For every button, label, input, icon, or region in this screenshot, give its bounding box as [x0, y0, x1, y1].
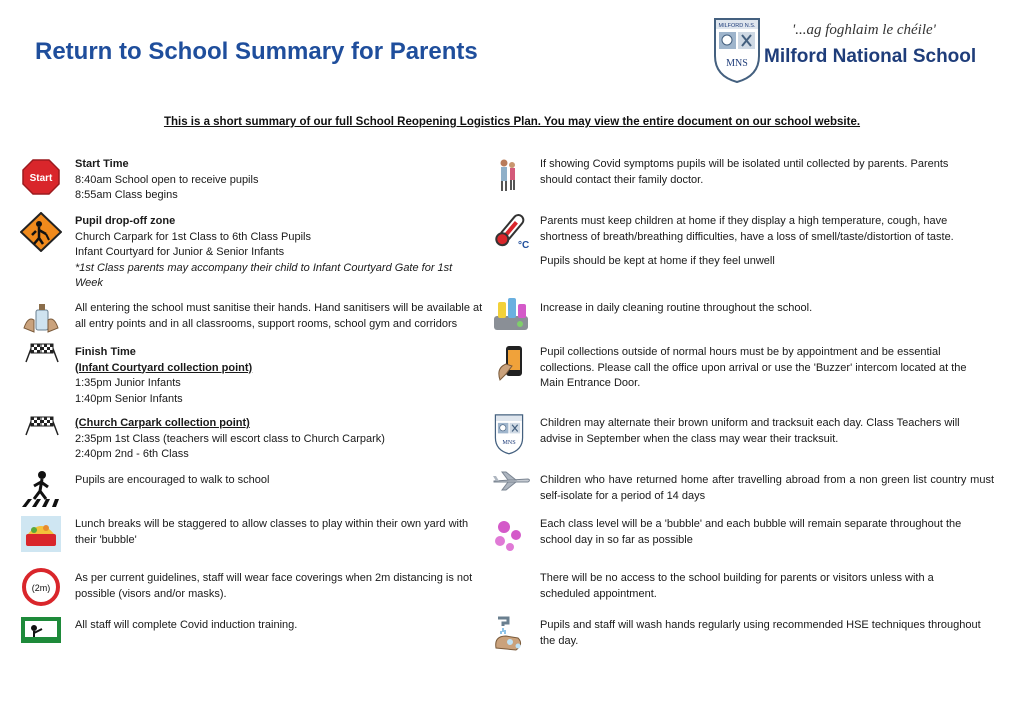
start-sign-icon	[20, 157, 62, 197]
infant-collection-point: (Infant Courtyard collection point)	[75, 361, 253, 374]
finish-line: 1:35pm Junior Infants	[75, 377, 181, 389]
start-time-block	[75, 157, 475, 204]
face-covering-text: As per current guidelines, staff will wear face coverings when 2m distancing is not possible (visors and/or masks).	[75, 572, 473, 600]
svg-text:Start: Start	[29, 173, 53, 184]
hand-sanitiser-icon	[20, 298, 62, 338]
dropoff-note: *1st Class parents may accompany their child to Infant Courtyard Gate for 1st Week	[75, 261, 453, 289]
travel-text: Children who have returned home after travelling abroad from a non green list country must self-isolate for a period of 14 days	[540, 474, 994, 502]
home-symptoms-text: Parents must keep children at home if they display a high temperature, cough, have shortness of breath/breathing difficulties, have a loss of smell/taste/distortion of taste.	[540, 215, 954, 243]
church-collection-block	[75, 416, 475, 463]
dropoff-line: Infant Courtyard for Junior & Senior Infants	[75, 246, 285, 258]
svg-text:(2m): (2m)	[31, 583, 51, 593]
summary-note: This is a short summary of our full School Reopening Logistics Plan. You may view the entire document on our school website.	[163, 116, 861, 128]
appointment-text: Pupil collections outside of normal hours must be by appointment and be essential collections. Please call the office upon arrival or use the 'Buzzer' intercom located at the Main Entrance Door.	[540, 346, 967, 389]
handwashing-icon	[490, 614, 532, 654]
sick-children-icon	[490, 157, 526, 197]
church-collection-point: (Church Carpark collection point)	[75, 417, 250, 429]
svg-text:MNS: MNS	[502, 439, 516, 446]
bubbles-icon	[490, 515, 532, 555]
cleaning-text: Increase in daily cleaning routine throughout the school.	[540, 302, 813, 314]
uniform-text: Children may alternate their brown uniform and tracksuit each day. Class Teachers will advise in September when the class may wear their tracksuit.	[540, 417, 960, 445]
start-time-heading: Start Time	[75, 158, 129, 170]
bubble-text: Each class level will be a 'bubble' and each bubble will remain separate throughout the school day in so far as possible	[540, 518, 962, 546]
symptoms-text: If showing Covid symptoms pupils will be isolated until collected by parents. Parents should contact their family doctor.	[540, 158, 949, 186]
lunch-text: Lunch breaks will be staggered to allow classes to play within their own yard with their 'bubble'	[75, 518, 469, 546]
dropoff-heading: Pupil drop-off zone	[75, 215, 176, 227]
finish-heading: Finish Time	[75, 346, 136, 358]
dropoff-block	[75, 214, 475, 292]
pedestrian-crossing-icon	[20, 469, 62, 509]
school-crest-icon	[712, 16, 762, 84]
dropoff-line: Church Carpark for 1st Class to 6th Class Pupils	[75, 230, 311, 243]
start-line: 8:55am Class begins	[75, 189, 178, 201]
svg-text:MILFORD N.S.: MILFORD N.S.	[718, 23, 756, 29]
school-logo	[712, 16, 1002, 88]
school-motto: '...ag foghlaim le chéile'	[792, 22, 936, 38]
finish-line: 1:40pm Senior Infants	[75, 392, 183, 405]
church-line: 2:35pm 1st Class (teachers will escort class to Church Carpark)	[75, 432, 385, 445]
sanitise-text: All entering the school must sanitise their hands. Hand sanitisers will be available at all entry points and in all classrooms, support rooms, school gym and corridors	[75, 302, 483, 330]
thermometer-icon	[490, 210, 532, 250]
stay-home-block	[540, 214, 980, 270]
walk-text: Pupils are encouraged to walk to school	[75, 474, 270, 486]
mobile-phone-icon	[490, 344, 532, 384]
svg-text:°C: °C	[518, 240, 530, 250]
school-crest-icon	[492, 413, 526, 455]
roadworks-sign-icon	[20, 212, 62, 252]
airplane-icon	[490, 470, 532, 492]
church-line: 2:40pm 2nd - 6th Class	[75, 448, 189, 460]
access-text: There will be no access to the school building for parents or visitors unless with a scheduled appointment.	[540, 572, 934, 600]
lunchbox-icon	[20, 514, 62, 554]
start-line: 8:40am School open to receive pupils	[75, 173, 259, 186]
training-screen-icon	[20, 616, 62, 644]
induction-text: All staff will complete Covid induction training.	[75, 619, 298, 631]
school-name: Milford National School	[764, 46, 977, 67]
chequered-flags-icon	[20, 413, 64, 439]
unwell-text: Pupils should be kept at home if they feel unwell	[540, 255, 775, 267]
svg-text:MNS: MNS	[726, 58, 748, 69]
cleaning-supplies-icon	[490, 294, 532, 334]
two-metres-sign-icon	[20, 567, 62, 607]
page-title: Return to School Summary for Parents	[35, 38, 478, 65]
finish-time-block	[75, 345, 475, 407]
handwashing-text: Pupils and staff will wash hands regularly using recommended HSE techniques throughout the day.	[540, 619, 981, 647]
chequered-flags-icon	[20, 340, 64, 366]
